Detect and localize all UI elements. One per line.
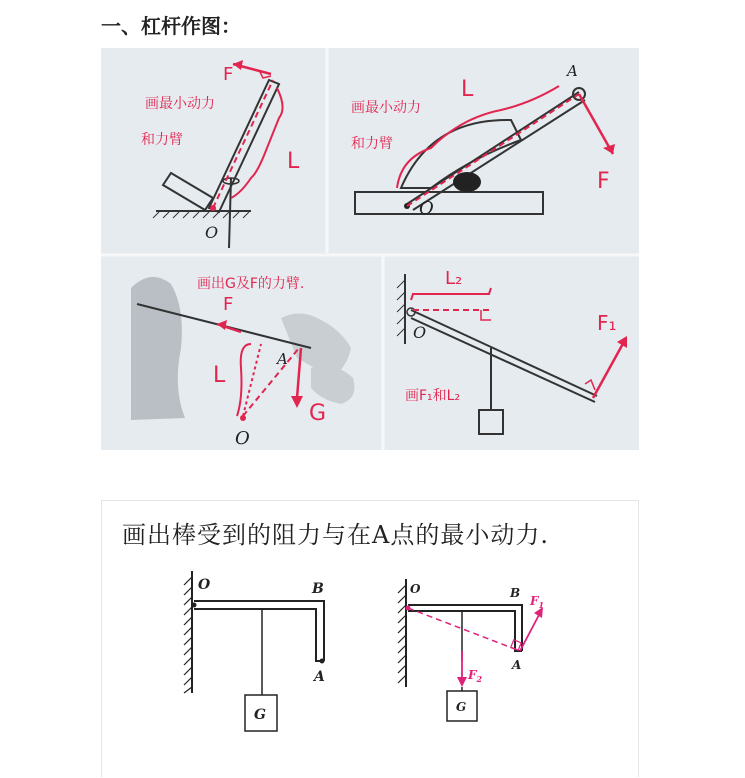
right-diagram bbox=[398, 579, 544, 721]
left-label-b: B bbox=[312, 581, 324, 597]
problem-title: 画出棒受到的阻力与在A点的最小动力. bbox=[122, 521, 549, 549]
panel3-label-g: G bbox=[309, 401, 327, 426]
left-label-o: O bbox=[198, 577, 211, 593]
right-label-f2-letter: F bbox=[468, 668, 477, 682]
panel3-label-l: L bbox=[213, 363, 226, 388]
right-label-a: A bbox=[512, 658, 522, 672]
panel1-note-line1: 画最小动力 bbox=[145, 96, 215, 112]
panel2-label-a: A bbox=[567, 62, 578, 80]
section-heading: 一、杠杆作图： bbox=[101, 14, 241, 38]
panel2-note-line1: 画最小动力 bbox=[351, 100, 421, 116]
panel3-label-o: O bbox=[235, 428, 250, 449]
panel2-label-f: F bbox=[597, 169, 610, 194]
right-label-f1-letter: F bbox=[530, 594, 539, 608]
right-label-f2 bbox=[467, 668, 483, 684]
panel1-note-line2: 和力臂 bbox=[141, 132, 183, 148]
left-diagram bbox=[184, 571, 325, 731]
panel2-note-line2: 和力臂 bbox=[351, 136, 393, 152]
left-label-a: A bbox=[314, 669, 325, 685]
panel2-label-l: L bbox=[461, 77, 474, 102]
panel4-label-o: O bbox=[413, 323, 427, 342]
panel1-label-o: O bbox=[205, 223, 219, 242]
right-label-f1 bbox=[529, 594, 544, 610]
right-label-o: O bbox=[410, 582, 421, 596]
panel4-label-l2: L₂ bbox=[445, 268, 463, 289]
panel2-label-o: O bbox=[419, 198, 434, 219]
panel3-note: 画出G及F的力臂. bbox=[197, 276, 305, 292]
panel3-label-f: F bbox=[223, 294, 234, 315]
panel4-label-f1: F₁ bbox=[597, 311, 617, 335]
right-label-g: G bbox=[456, 700, 467, 714]
lever-exercise-photo bbox=[101, 48, 639, 450]
left-label-g: G bbox=[254, 707, 266, 723]
panel1-label-f: F bbox=[223, 64, 234, 85]
right-label-f1-sub: 1 bbox=[538, 600, 545, 610]
problem-diagrams bbox=[102, 501, 640, 778]
problem-card bbox=[101, 500, 639, 777]
photo-drawings bbox=[101, 48, 639, 450]
panel4-note: 画F₁和L₂ bbox=[405, 388, 461, 404]
panel3-label-a: A bbox=[277, 350, 288, 368]
right-label-f2-sub: 2 bbox=[476, 674, 483, 684]
right-label-b: B bbox=[510, 586, 521, 600]
panel1-label-l: L bbox=[287, 149, 300, 174]
